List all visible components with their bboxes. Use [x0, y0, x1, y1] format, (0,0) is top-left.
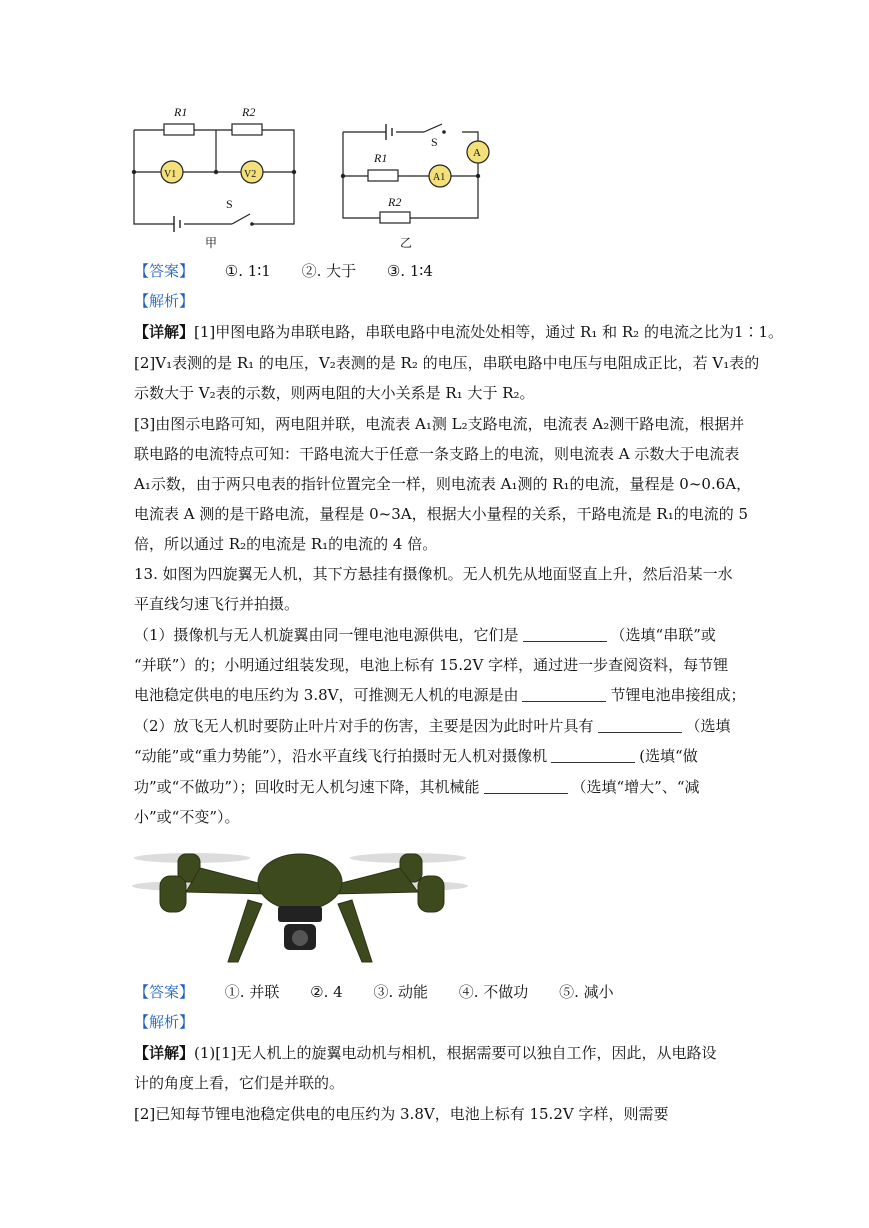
question-line [134, 777, 700, 797]
question-text: 功”或“不做功”）；回收时无人机匀速下降，其机械能 [134, 778, 480, 796]
label-yi-switch: S [431, 135, 438, 149]
answer-item: ①. 并联 [224, 983, 280, 1001]
question-text: （1）摄像机与无人机旋翼由同一锂电池电源供电，它们是 [134, 626, 519, 644]
caption-yi: 乙 [400, 236, 413, 250]
answer-blank [551, 748, 635, 763]
question-text: 节锂电池串接组成； [610, 686, 746, 704]
detail-tag: 【详解】 [134, 1044, 195, 1062]
detail-text: [1]甲图电路为串联电路，串联电路中电流处处相等，通过 R₁ 和 R₂ 的电流之比为1∶1。 [194, 323, 784, 341]
answer-blank [598, 718, 682, 733]
label-v1: V1 [164, 169, 177, 180]
answer-blank [484, 779, 568, 794]
circuit-svg [128, 100, 498, 252]
answer-item: ②. 4 [310, 983, 343, 1001]
detail-line: 倍，所以通过 R₂的电流是 R₁的电流的 4 倍。 [134, 535, 438, 553]
question-line: 13. 如图为四旋翼无人机，其下方悬挂有摄像机。无人机先从地面竖直上升，然后沿某一水 [134, 565, 733, 583]
question-text: （2）放飞无人机时要防止叶片对手的伤害，主要是因为此时叶片具有 [134, 717, 594, 735]
question-line [134, 625, 716, 645]
detail-line: 联电路的电流特点可知：干路电流大于任意一条支路上的电流，则电流表 A 示数大于电流表 [134, 445, 740, 463]
label-yi-r1: R1 [374, 151, 388, 165]
question-text: （选填 [685, 717, 731, 735]
label-jia-switch: S [226, 197, 233, 211]
question-line [134, 746, 698, 766]
label-yi-a1: A1 [433, 172, 446, 183]
label-jia-r1: R1 [174, 105, 188, 119]
question-text: “动能”或“重力势能”），沿水平直线飞行拍摄时无人机对摄像机 [134, 747, 548, 765]
detail-line: 计的角度上看，它们是并联的。 [134, 1074, 345, 1092]
detail-line: [2]已知每节锂电池稳定供电的电压约为 3.8V，电池上标有 15.2V 字样，则需要 [134, 1105, 669, 1123]
answer-blank [523, 627, 607, 642]
drone-icon [130, 834, 475, 966]
answer-row-2 [134, 982, 614, 1002]
detail-line [134, 322, 783, 342]
detail-line: [3]由图示电路可知，两电阻并联，电流表 A₁测 L₂支路电流，电流表 A₂测干路电流，根据并 [134, 415, 745, 433]
drone-image [130, 834, 475, 966]
answer-item: ①. 1∶1 [224, 262, 271, 280]
label-yi-a: A [473, 147, 481, 159]
detail-text: (1)[1]无人机上的旋翼电动机与相机，根据需要可以独自工作，因此，从电路设 [194, 1044, 717, 1062]
label-yi-r2: R2 [388, 195, 402, 209]
answer-row-1 [134, 261, 433, 281]
detail-line [134, 1043, 717, 1063]
question-line [134, 716, 731, 736]
caption-jia: 甲 [205, 236, 218, 250]
answer-tag: 【答案】 [134, 983, 195, 1001]
question-line [134, 685, 745, 705]
answer-blank [522, 687, 606, 702]
answer-item: ③. 1∶4 [386, 262, 433, 280]
question-text: (选填“做 [639, 747, 698, 765]
detail-line: [2]V₁表测的是 R₁ 的电压，V₂表测的是 R₂ 的电压，串联电路中电压与电阻成正比，若 V₁表的 [134, 354, 760, 372]
detail-line: 示数大于 V₂表的示数，则两电阻的大小关系是 R₁ 大于 R₂。 [134, 384, 535, 402]
question-line: 小”或“不变”）。 [134, 808, 240, 826]
question-text: （选填“增大”、“减 [571, 778, 700, 796]
label-jia-r2: R2 [242, 105, 256, 119]
question-text: （选填“串联”或 [610, 626, 716, 644]
detail-line: 电流表 A 测的是干路电流，量程是 0~3A，根据大小量程的关系，干路电流是 R₁的电流的 5 [134, 505, 749, 523]
analysis-tag: 【解析】 [134, 1013, 195, 1031]
question-line: “并联”）的；小明通过组装发现，电池上标有 15.2V 字样，通过进一步查阅资料，每节锂 [134, 656, 729, 674]
answer-item: ④. 不做功 [458, 983, 529, 1001]
question-line: 平直线匀速飞行并拍摄。 [134, 595, 300, 613]
question-text: 电池稳定供电的电压约为 3.8V，可推测无人机的电源是由 [134, 686, 519, 704]
answer-item: ⑤. 减小 [559, 983, 614, 1001]
answer-tag: 【答案】 [134, 262, 195, 280]
circuit-diagrams [128, 100, 498, 252]
detail-line: A₁示数，由于两只电表的指针位置完全一样，则电流表 A₁测的 R₁的电流，量程是 0~0.6A， [134, 475, 752, 493]
answer-item: ③. 动能 [373, 983, 428, 1001]
analysis-tag: 【解析】 [134, 292, 195, 310]
detail-tag: 【详解】 [134, 323, 195, 341]
label-v2: V2 [244, 169, 257, 180]
answer-item: ②. 大于 [301, 262, 357, 280]
